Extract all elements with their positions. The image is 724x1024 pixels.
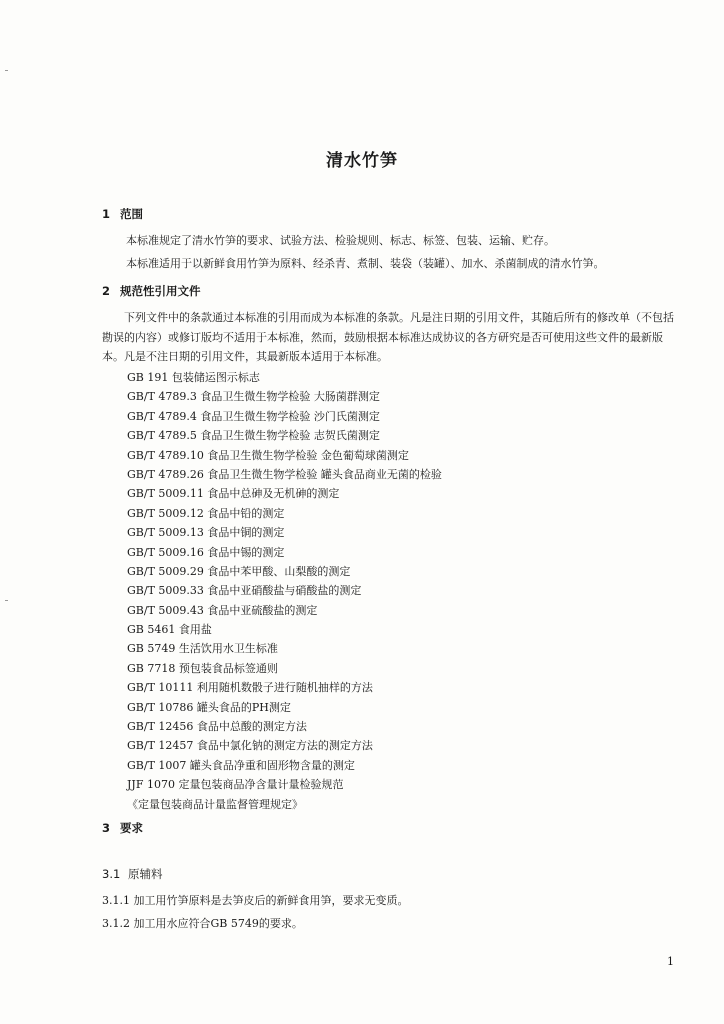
references-intro-paragraph: 下列文件中的条款通过本标准的引用而成为本标准的条款。凡是注日期的引用文件，其随后所有的修改单（不包括勘误的内容）或修订版均不适用于本标准，然而，鼓励根据本标准达成协议的各方研究是否可使用这些文件的最新版本。凡是不注日期的引用文件，其最新版本适用于本标准。: [102, 311, 674, 363]
section-title: 范围: [120, 207, 143, 221]
section-number: 3: [102, 821, 111, 835]
reference-item: GB/T 4789.5 食品卫生微生物学检验 志贺氏菌测定: [127, 429, 380, 443]
clause-item: 3.1.2 加工用水应符合GB 5749的要求。: [102, 917, 303, 930]
reference-item: GB/T 12457 食品中氯化钠的测定方法的测定方法: [127, 739, 373, 753]
subsection-heading-raw-materials: [102, 866, 163, 882]
reference-item: GB/T 4789.3 食品卫生微生物学检验 大肠菌群测定: [127, 390, 380, 404]
reference-item: GB/T 4789.10 食品卫生微生物学检验 金色葡萄球菌测定: [127, 448, 409, 462]
reference-list: [127, 368, 442, 814]
reference-item: GB 5749 生活饮用水卫生标准: [127, 642, 278, 656]
reference-item: GB/T 4789.26 食品卫生微生物学检验 罐头食品商业无菌的检验: [127, 467, 442, 481]
section-number: 2: [102, 284, 111, 298]
reference-item: GB/T 5009.33 食品中亚硝酸盐与硝酸盐的测定: [127, 584, 362, 598]
reference-item: JJF 1070 定量包装商品净含量计量检验规范: [127, 778, 344, 792]
reference-item: GB/T 10111 利用随机数骰子进行随机抽样的方法: [127, 681, 373, 695]
reference-item: GB/T 5009.12 食品中铅的测定: [127, 506, 285, 520]
reference-item: 《定量包装商品计量监督管理规定》: [127, 797, 303, 811]
scan-margin-mark: [5, 70, 8, 71]
page-number: 1: [667, 955, 674, 968]
reference-item: GB/T 4789.4 食品卫生微生物学检验 沙门氏菌测定: [127, 409, 380, 423]
section-number: 1: [102, 207, 111, 221]
subsection-number: 3.1: [102, 867, 121, 881]
section-heading-requirements: [102, 820, 143, 836]
subsection-title: 原辅料: [128, 867, 163, 881]
reference-item: GB/T 5009.13 食品中铜的测定: [127, 526, 285, 540]
section-heading-scope: [102, 206, 143, 222]
reference-item: GB/T 10786 罐头食品的PH测定: [127, 700, 291, 714]
reference-item: GB/T 5009.11 食品中总砷及无机砷的测定: [127, 487, 340, 501]
reference-item: GB/T 1007 罐头食品净重和固形物含量的测定: [127, 758, 355, 772]
scan-margin-mark: [5, 600, 8, 601]
reference-item: GB/T 5009.16 食品中锡的测定: [127, 545, 285, 559]
section-title: 规范性引用文件: [120, 284, 201, 298]
reference-item: GB 5461 食用盐: [127, 623, 212, 637]
clause-item: 3.1.1 加工用竹笋原料是去笋皮后的新鲜食用笋，要求无变质。: [102, 894, 409, 907]
reference-item: GB 191 包装储运图示标志: [127, 371, 260, 384]
scope-paragraph: 本标准适用于以新鲜食用竹笋为原料、经杀青、煮制、装袋（装罐）、加水、杀菌制成的清水竹笋。: [126, 257, 605, 270]
reference-item: GB 7718 预包装食品标签通则: [127, 661, 278, 675]
reference-item: GB/T 12456 食品中总酸的测定方法: [127, 720, 307, 734]
section-title: 要求: [120, 821, 143, 835]
scope-paragraph: 本标准规定了清水竹笋的要求、试验方法、检验规则、标志、标签、包装、运输、贮存。: [126, 234, 555, 247]
document-title: 清水竹笋: [326, 151, 398, 171]
section-heading-normative-references: [102, 283, 201, 299]
reference-item: GB/T 5009.29 食品中苯甲酸、山梨酸的测定: [127, 564, 351, 578]
reference-item: GB/T 5009.43 食品中亚硫酸盐的测定: [127, 603, 318, 617]
